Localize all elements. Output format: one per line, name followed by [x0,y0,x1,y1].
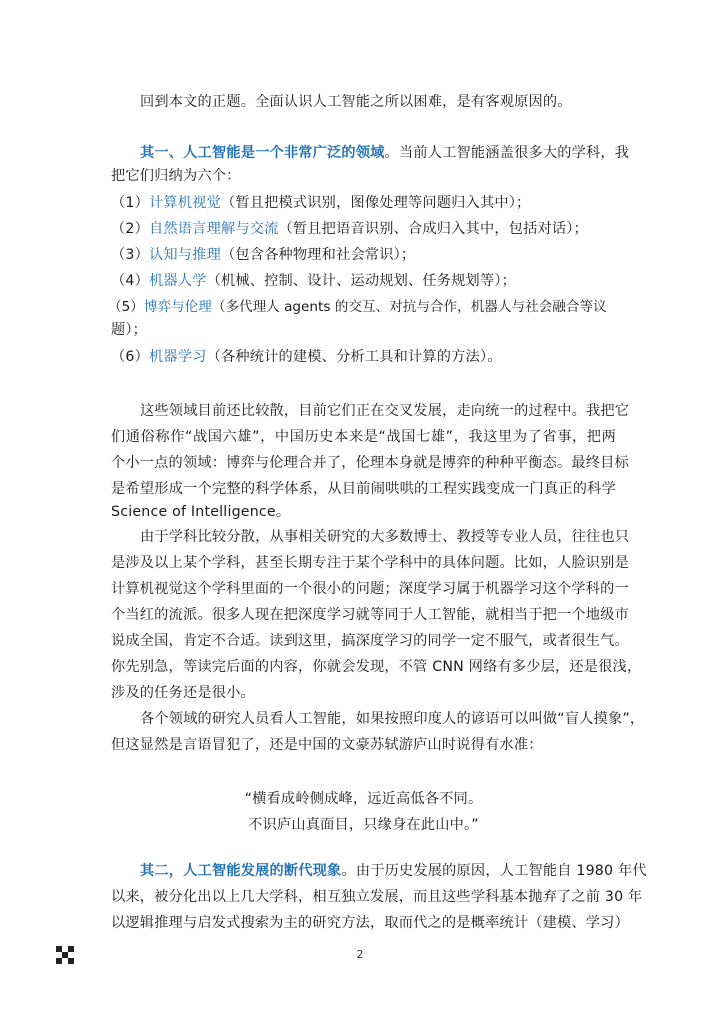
list-term: 计算机视觉 [149,195,221,211]
paragraph-line: 但这显然是言语冒犯了，还是中国的文豪苏轼游庐山时说得有水准： [111,737,543,753]
list-term: 博弈与伦理 [143,299,212,315]
checker-logo-icon [56,946,74,964]
poem-line: 不识庐山真面目，只缘身在此山中。” [248,817,479,833]
paragraph-line: 涉及的任务还是很小。 [111,685,255,701]
list-term: 认知与推理 [149,247,221,263]
section-two-heading-line [140,861,647,881]
section-two-text: 。由于历史发展的原因，人工智能自 1980 年代 [341,863,647,879]
list-term: 机器学习 [149,349,207,365]
paragraph-line: 各个领域的研究人员看人工智能，如果按照印度人的谚语可以叫做“盲人摸象”， [140,711,645,727]
list-term: 机器人学 [149,273,207,289]
paragraph-line: 这些领域目前还比较散，目前它们正在交叉发展，走向统一的过程中。我把它 [140,403,630,419]
paragraph-line: 是涉及以上某个学科，甚至长期专注于某个学科中的具体问题。比如，人脸识别是 [111,555,629,571]
list-term: 自然语言理解与交流 [149,221,279,237]
paragraph-line: Science of Intelligence。 [111,504,291,520]
paragraph-line: 你先别急，等读完后面的内容，你就会发现，不管 CNN 网络有多少层，还是很浅， [111,659,642,675]
section-two-title: 其二，人工智能发展的断代现象 [140,863,342,879]
section-one-title: 其一、人工智能是一个非常广泛的领域 [140,145,385,161]
list-item: （3）认知与推理（包含各种物理和社会常识）； [111,247,416,263]
section-one-text: 。当前人工智能涵盖很多大的学科，我 [384,145,630,161]
paragraph-line: 个小一点的领域：博弈与伦理合并了，伦理本身就是博弈的种种平衡态。最终目标 [111,455,629,471]
paragraph-line: 是希望形成一个完整的科学体系，从目前闹哄哄的工程实践变成一门真正的科学 [111,481,616,497]
list-item: （6）机器学习（各种统计的建模、分析工具和计算的方法）。 [111,349,502,365]
paragraph-line: 们通俗称作“战国六雄”，中国历史本来是“战国七雄”，我这里为了省事，把两 [111,429,616,445]
list-item: （2）自然语言理解与交流（暂且把语音识别、合成归入其中，包括对话）； [111,221,588,237]
paragraph-line: 以逻辑推理与启发式搜索为主的研究方法，取而代之的是概率统计（建模、学习） [111,915,629,931]
paragraph-line: 以来，被分化出以上几大学科，相互独立发展，而且这些学科基本抛弃了之前 30 年 [111,889,643,905]
section-one-line2: 把它们归纳为六个： [111,168,241,184]
paragraph-line: 由于学科比较分散，从事相关研究的大多数博士、教授等专业人员，往往也只 [140,529,630,545]
paragraph-line: 说成全国，肯定不合适。读到这里，搞深度学习的同学一定不服气，或者很生气。 [111,633,629,649]
list-item-continuation: 题）； [111,322,148,338]
list-item: （4）机器人学（机械、控制、设计、运动规划、任务规划等）； [111,273,517,289]
paragraph-line: 计算机视觉这个学科里面的一个很小的问题；深度学习属于机器学习这个学科的一 [111,581,629,597]
section-one-heading-line [140,143,630,163]
poem-line: “横看成岭侧成峰，远近高低各不同。 [244,791,483,807]
list-item: （5）博弈与伦理（多代理人 agents 的交互、对抗与合作，机器人与社会融合等议 [108,299,607,315]
paragraph-intro: 回到本文的正题。全面认识人工智能之所以困难，是有客观原因的。 [140,94,572,110]
page-number: 2 [356,948,364,961]
paragraph-line: 个当红的流派。很多人现在把深度学习就等同于人工智能，就相当于把一个地级市 [111,607,629,623]
list-item: （1）计算机视觉（暂且把模式识别，图像处理等问题归入其中）； [111,195,531,211]
